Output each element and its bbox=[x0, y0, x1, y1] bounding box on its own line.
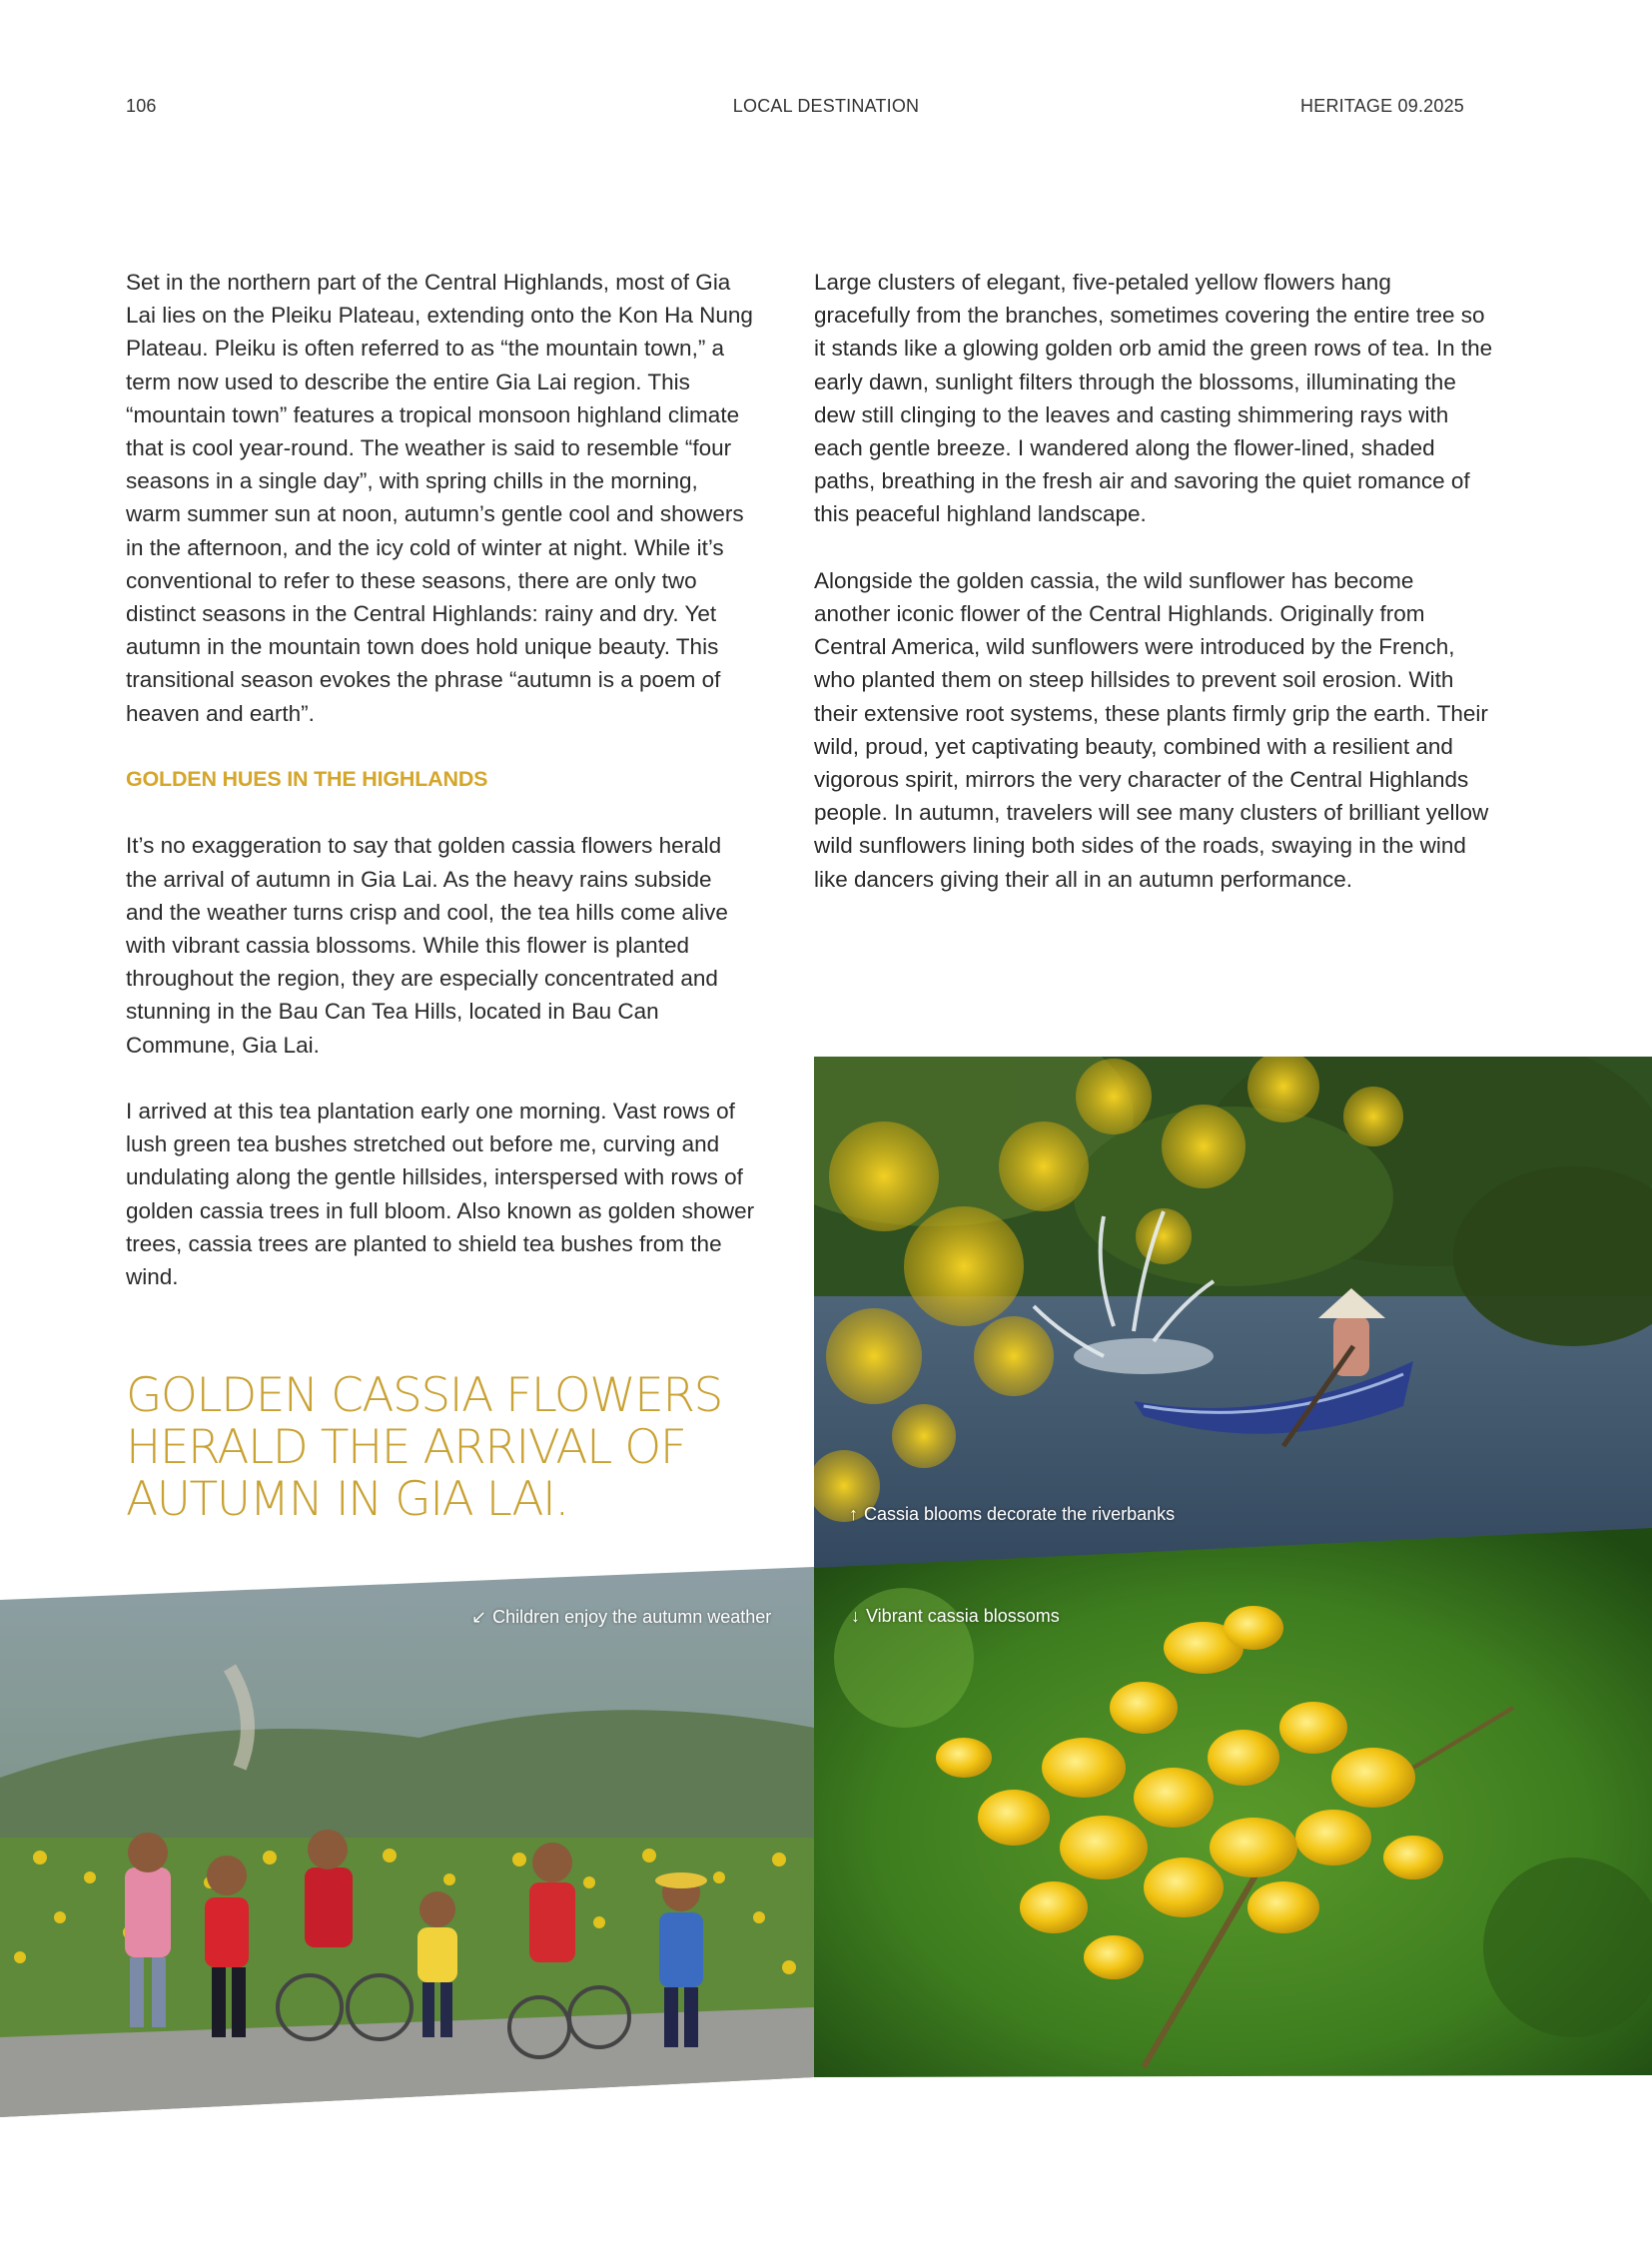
arrow-up-icon: ↑ bbox=[849, 1504, 858, 1524]
paragraph: It’s no exaggeration to say that golden cassia flowers herald the arrival of autumn in Gia Lai. As the heavy rains subside and the weather turns crisp and cool, the tea hills come alive with vibrant cassia blossoms. While this flower is planted throughout the region, they are especially concentrated and stunning in the Bau Can Tea Hills, located in Bau Can Commune, Gia Lai. bbox=[126, 833, 728, 1058]
caption-river: ↑ Cassia blooms decorate the riverbanks bbox=[849, 1504, 1176, 1524]
caption-blossom: ↓ Vibrant cassia blossoms bbox=[851, 1606, 1060, 1626]
paragraph: Alongside the golden cassia, the wild sunflower has become another iconic flower of the Central Highlands. Originally from Central America, wild sunflowers were introduced by the French, who planted them on steep hillsides to prevent soil erosion. With their extensive root systems, these plants firmly grip the earth. Their wild, proud, yet captivating beauty, combined with a resilient and vigorous spirit, mirrors the very character of the Central Highlands people. In autumn, travelers will see many clusters of brilliant yellow wild sunflowers lining both sides of the roads, swaying in the wind like dancers giving their all in an autumn performance. bbox=[814, 567, 1489, 892]
arrow-down-left-icon: ↙ bbox=[471, 1607, 487, 1627]
photo-river-boat bbox=[814, 1057, 1652, 1576]
issue-label: HERITAGE 09.2025 bbox=[1300, 96, 1464, 116]
arrow-down-icon: ↓ bbox=[851, 1606, 860, 1626]
page-number: 106 bbox=[126, 96, 157, 116]
left-column bbox=[126, 266, 755, 1326]
right-column bbox=[814, 266, 1493, 929]
caption-children: ↙ Children enjoy the autumn weather bbox=[471, 1607, 772, 1627]
subheading: GOLDEN HUES IN THE HIGHLANDS bbox=[126, 767, 488, 792]
paragraph: Large clusters of elegant, five-petaled yellow flowers hang gracefully from the branches, sometimes covering the entire tree so it stands like a glowing golden orb amid the green rows of tea. In the early dawn, sunlight filters through the blossoms, illuminating the dew still clinging to the leaves and casting shimmering rays with each gentle breeze. I wandered along the flower-lined, shaded paths, breathing in the fresh air and savoring the quiet romance of this peaceful highland landscape. bbox=[814, 270, 1493, 527]
paragraph: Set in the northern part of the Central Highlands, most of Gia Lai lies on the Pleiku Plateau, extending onto the Kon Ha Nung Plateau. Pleiku is often referred to as “the mountain town,” a term now used to describe the entire Gia Lai region. This “mountain town” features a tropical monsoon highland climate that is cool year-round. The weather is said to resemble “four seasons in a single day”, with spring chills in the morning, warm summer sun at noon, autumn’s gentle cool and showers in the afternoon, and the icy cold of winter at night. While it’s conventional to refer to these seasons, there are only two distinct seasons in the Central Highlands: rainy and dry. Yet autumn in the mountain town does hold unique beauty. This transitional season evokes the phrase “autumn is a poem of heaven and earth”. bbox=[126, 270, 753, 726]
paragraph: I arrived at this tea plantation early one morning. Vast rows of lush green tea bushes stretched out before me, curving and undulating along the gentle hillsides, interspersed with rows of golden cassia trees in full bloom. Also known as golden shower trees, cassia trees are planted to shield tea bushes from the wind. bbox=[126, 1099, 755, 1290]
river-illustration bbox=[814, 1057, 1652, 1576]
section-title: LOCAL DESTINATION bbox=[732, 96, 920, 116]
pull-quote: GOLDEN CASSIA FLOWERS HERALD THE ARRIVAL OF AUTUMN IN GIA LAI. bbox=[126, 1368, 722, 1527]
